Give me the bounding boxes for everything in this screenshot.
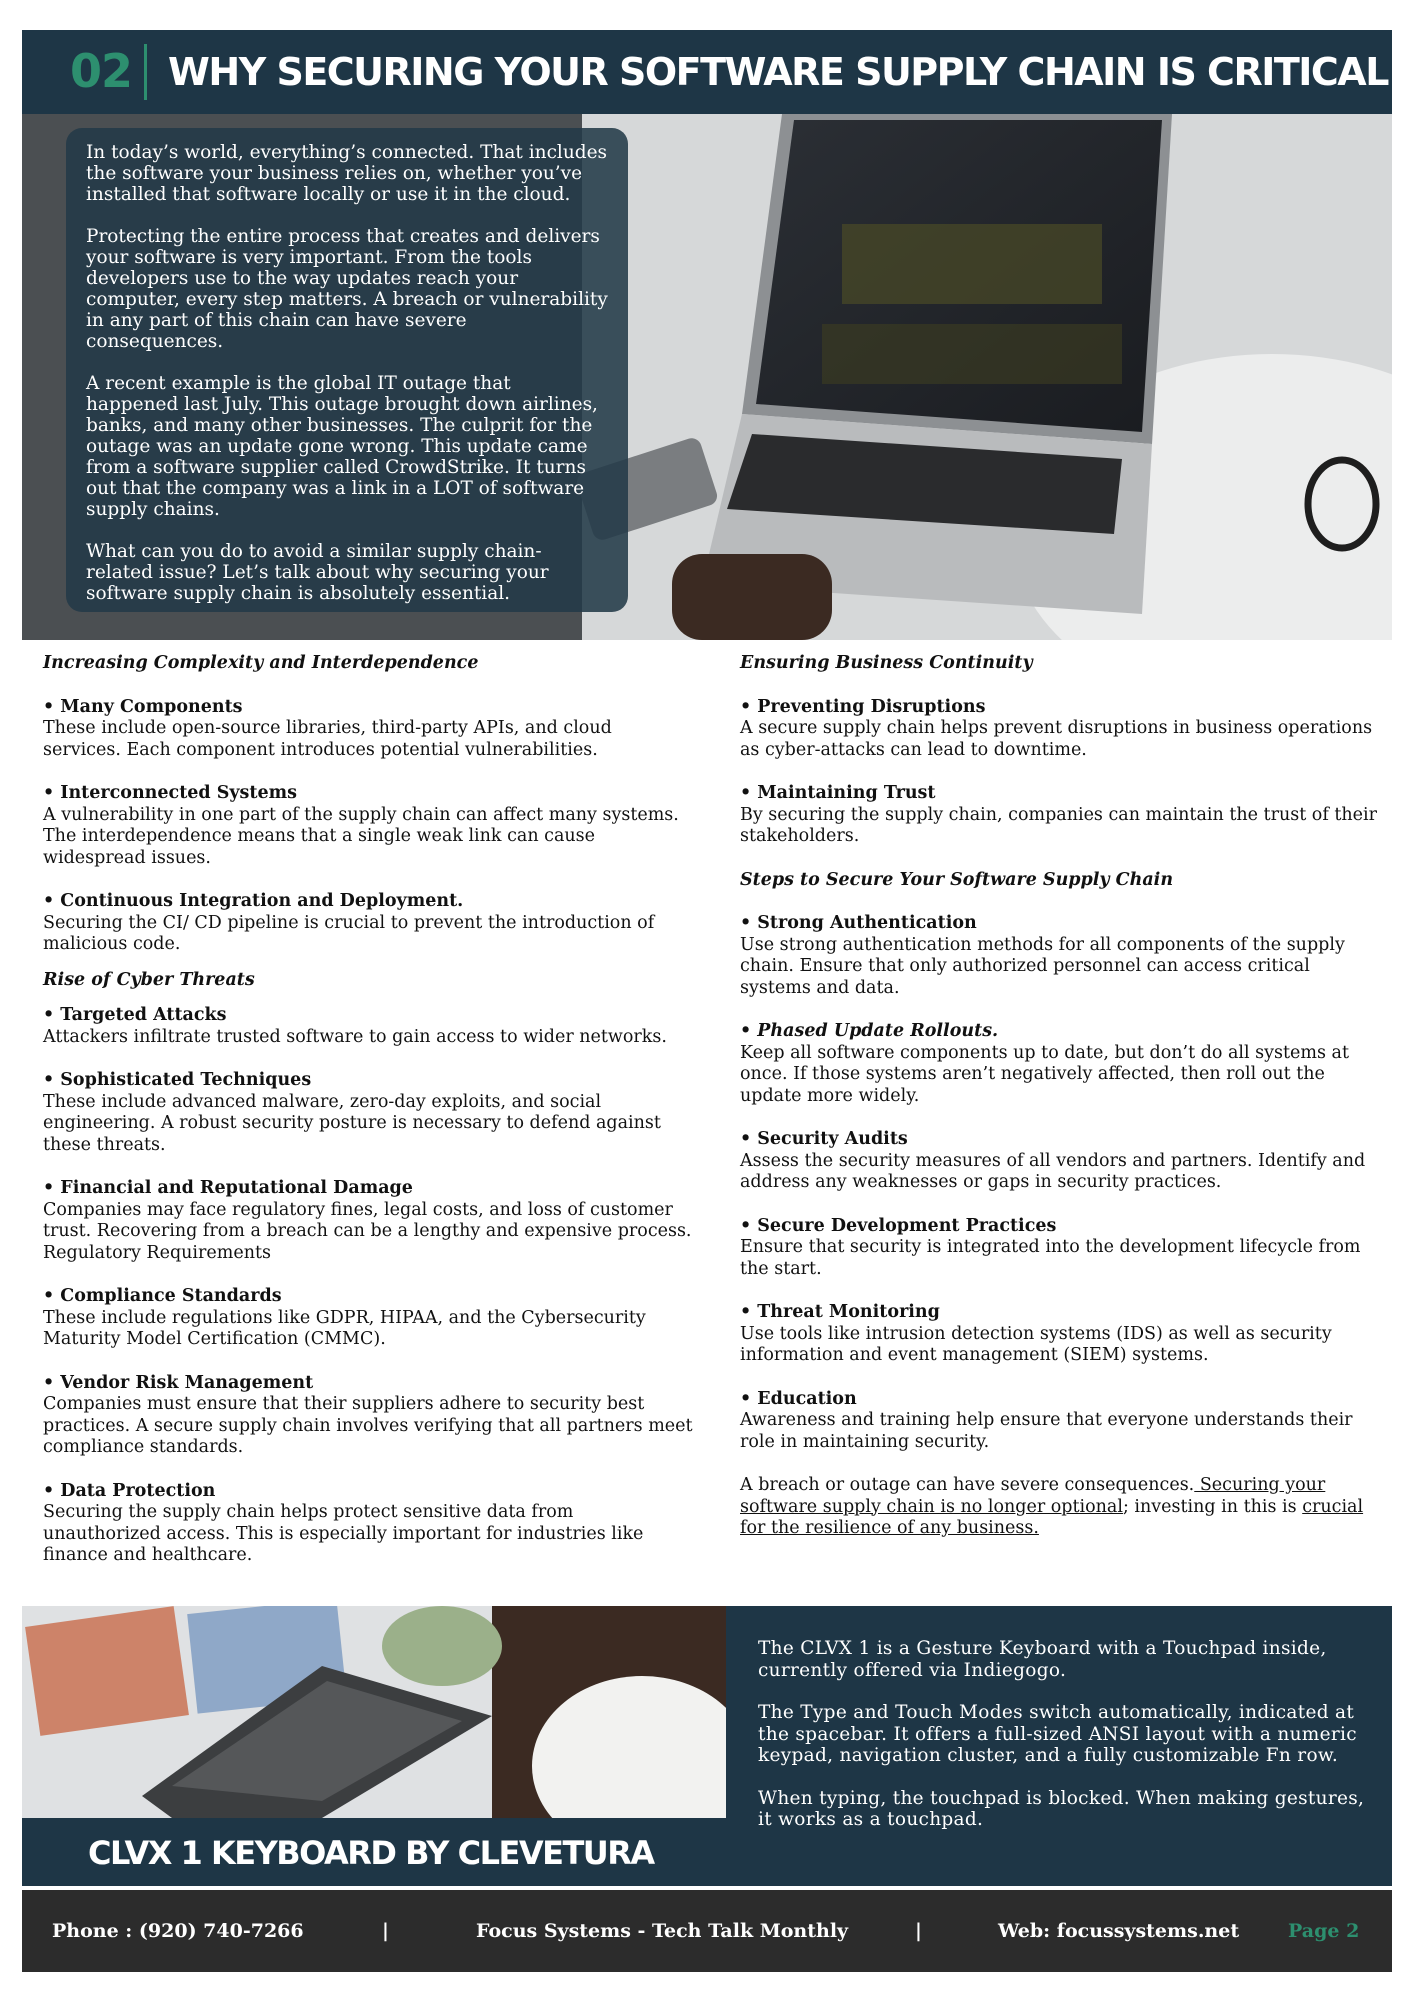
footer-newsletter-name: Focus Systems - Tech Talk Monthly [476,1920,849,1942]
header-divider [144,44,147,100]
item-text: By securing the supply chain, companies can maintain the trust of their stakeholders. [740,804,1377,846]
footer-web: Web: focussystems.net [998,1920,1240,1942]
list-item [43,1005,693,1048]
item-text: These include advanced malware, zero-day exploits, and social engineering. A robust security posture is necessary to defend against these threats. [43,1091,661,1155]
right-column [740,653,1385,1540]
closing-underlined-text: crucial for the resilience of any business. [740,1496,1364,1538]
section-number: 02 [70,44,133,98]
list-item [740,913,1385,999]
item-text: Awareness and training help ensure that everyone understands their role in maintaining security. [740,1410,1353,1452]
promo-title: CLVX 1 KEYBOARD BY CLEVETURA [88,1834,654,1872]
list-item [43,1070,693,1156]
item-text: Use tools like intrusion detection systems (IDS) as well as security information and event management (SIEM) systems. [740,1323,1332,1365]
item-text: Companies must ensure that their suppliers adhere to security best practices. A secure supply chain involves verifying that all partners meet compliance standards. [43,1394,693,1457]
hero-laptop-photo [22,114,1392,640]
intro-paragraph: What can you do to avoid a similar supply chain-related issue? Let’s talk about why securing your software supply chain is absolutely essential. [86,541,549,604]
item-text: These include regulations like GDPR, HIPAA, and the Cybersecurity Maturity Model Certification (CMMC). [43,1307,646,1349]
list-item [43,1481,693,1567]
page-footer [22,1890,1392,1972]
item-title: • Security Audits [740,1129,908,1149]
intro-paragraph: In today’s world, everything’s connected. That includes the software your business relies on, whether you’ve installed that software locally or use it in the cloud. [86,142,608,205]
item-text: Ensure that security is integrated into the development lifecycle from the start. [740,1237,1361,1279]
promo-paragraph: The CLVX 1 is a Gesture Keyboard with a Touchpad inside, currently offered via Indiegogo. [758,1638,1327,1681]
footer-phone: Phone : (920) 740-7266 [52,1920,304,1942]
intro-paragraph: A recent example is the global IT outage that happened last July. This outage brought down airlines, banks, and many other businesses. The culprit for the outage was an update gone wrong. This update came from a software supplier called CrowdStrike. It turns out that the company was a link in a LOT of software supply chains. [86,373,598,520]
item-title: • Data Protection [43,1480,216,1501]
item-title: • Secure Development Practices [740,1215,1057,1236]
list-item [740,1021,1385,1107]
list-item [740,1216,1385,1281]
keyboard-illustration [22,1606,726,1818]
left-column [43,653,693,1589]
item-title: • Many Components [43,696,243,717]
list-item [740,1302,1385,1367]
item-title: • Threat Monitoring [740,1302,940,1322]
list-item [740,783,1385,848]
list-item [740,697,1385,762]
intro-text-box [66,128,628,612]
item-text: Securing the supply chain helps protect sensitive data from unauthorized access. This is especially important for industries like finance and healthcare. [43,1502,644,1565]
item-text: Keep all software components up to date, but don’t do all systems at once. If those systems aren’t negatively affected, then roll out the update more widely. [740,1042,1350,1106]
item-text: Companies may face regulatory fines, legal costs, and loss of customer trust. Recovering from a breach can be a lengthy and expensive process. Regulatory Requirements [43,1199,692,1263]
list-item [43,1373,693,1459]
item-title: • Sophisticated Techniques [43,1070,312,1090]
intro-paragraph: Protecting the entire process that creates and delivers your software is very important. From the tools developers use to the way updates reach your computer, every step matters. A breach or vulnerability in any part of this chain can have severe consequences. [86,226,608,352]
section-heading: Increasing Complexity and Interdependence [43,653,479,673]
promo-text [758,1638,1378,1852]
closing-paragraph [740,1475,1385,1540]
list-item [740,1389,1385,1454]
item-text: A secure supply chain helps prevent disruptions in business operations as cyber-attacks can lead to downtime. [740,718,1373,760]
promo-paragraph: The Type and Touch Modes switch automatically, indicated at the spacebar. It offers a full-sized ANSI layout with a numeric keypad, navigation cluster, and a fully customizable Fn row. [758,1702,1357,1766]
product-promo [22,1606,1392,1886]
footer-page-number: Page 2 [1288,1920,1360,1942]
item-title: • Targeted Attacks [43,1005,227,1025]
promo-paragraph: When typing, the touchpad is blocked. When making gestures, it works as a touchpad. [758,1787,1365,1830]
list-item [43,697,693,762]
footer-separator: | [382,1920,389,1942]
item-text: Securing the CI/ CD pipeline is crucial to prevent the introduction of malicious code. [43,912,655,954]
item-text: Attackers infiltrate trusted software to gain access to wider networks. [43,1026,667,1047]
item-title: • Preventing Disruptions [740,696,986,717]
section-header [22,30,1392,114]
item-title: • Education [740,1388,857,1409]
item-title: • Phased Update Rollouts. [740,1021,999,1041]
closing-text: ; investing in this is [1122,1496,1303,1517]
section-heading: Steps to Secure Your Software Supply Chain [740,869,1174,890]
item-title: • Compliance Standards [43,1286,282,1306]
keyboard-photo [22,1606,726,1818]
list-item [43,1286,693,1351]
section-heading: Ensuring Business Continuity [740,653,1033,673]
closing-underlined-text: Securing your software supply chain is no longer optional [740,1475,1326,1517]
list-item [43,783,693,869]
item-title: • Continuous Integration and Deployment. [43,891,464,911]
list-item [43,891,693,956]
item-title: • Vendor Risk Management [43,1372,314,1393]
page-title: WHY SECURING YOUR SOFTWARE SUPPLY CHAIN IS CRITICAL [168,50,1388,94]
item-title: • Interconnected Systems [43,783,297,803]
item-text: A vulnerability in one part of the supply chain can affect many systems. The interdependence means that a single weak link can cause widespread issues. [43,804,679,868]
item-text: Assess the security measures of all vendors and partners. Identify and address any weaknesses or gaps in security practices. [740,1150,1366,1192]
closing-text: A breach or outage can have severe consequences. [740,1475,1195,1495]
list-item [43,1178,693,1264]
section-heading: Rise of Cyber Threats [43,969,255,990]
item-title: • Maintaining Trust [740,783,936,803]
item-text: These include open-source libraries, third-party APIs, and cloud services. Each component introduces potential vulnerabilities. [43,718,612,760]
footer-separator: | [915,1920,922,1942]
item-text: Use strong authentication methods for all components of the supply chain. Ensure that only authorized personnel can access critical systems and data. [740,934,1345,998]
list-item [740,1129,1385,1194]
item-title: • Strong Authentication [740,913,977,933]
item-title: • Financial and Reputational Damage [43,1178,413,1198]
